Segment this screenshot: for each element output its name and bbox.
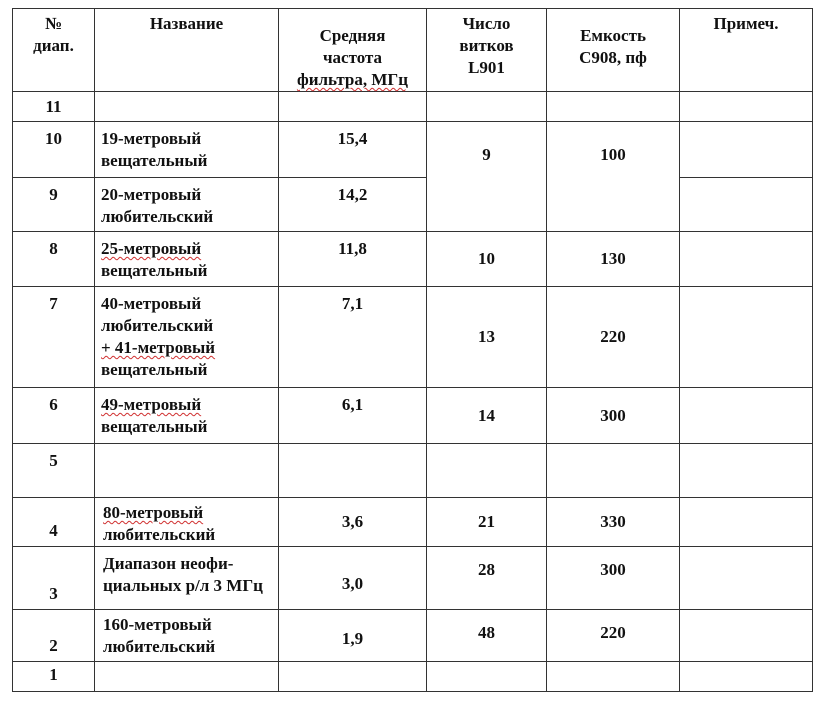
band-name-cell — [95, 388, 279, 444]
band-name-line: 80-метровый — [103, 503, 204, 522]
band-name-line: циальных р/л 3 МГц — [103, 576, 263, 595]
frequency-cell: 14,2 — [279, 178, 427, 232]
header-capacitance-line1: Емкость — [580, 26, 646, 45]
frequency-cell: 15,4 — [279, 122, 427, 178]
capacitance-cell — [547, 444, 680, 498]
band-name-line: 19-метровый — [101, 129, 202, 148]
note-cell — [680, 547, 813, 610]
band-name-cell — [95, 287, 279, 388]
frequency-cell: 1,9 — [279, 610, 427, 662]
header-note-label: Примеч. — [713, 14, 779, 33]
capacitance-cell: 330 — [547, 498, 680, 547]
band-name-line: любительский — [101, 207, 214, 226]
header-capacitance-line2: С908, пф — [579, 48, 647, 67]
note-cell — [680, 287, 813, 388]
capacitance-cell: 220 — [547, 287, 680, 388]
table-row — [13, 444, 813, 498]
table-row — [13, 388, 813, 444]
turns-cell: 10 — [427, 232, 547, 287]
band-name-line: + 41-метровый — [101, 338, 216, 357]
table-row — [13, 122, 813, 178]
header-frequency-line2: частота — [322, 48, 383, 67]
note-cell — [680, 610, 813, 662]
band-number-cell: 3 — [13, 547, 95, 610]
band-name-cell — [95, 122, 279, 178]
band-name-line: 20-метровый — [101, 185, 202, 204]
table-row — [13, 547, 813, 610]
note-cell — [680, 92, 813, 122]
band-name-line: любительский — [103, 525, 216, 544]
band-number-cell: 9 — [13, 178, 95, 232]
band-name-cell — [95, 444, 279, 498]
band-number-cell: 5 — [13, 444, 95, 498]
capacitance-cell: 130 — [547, 232, 680, 287]
header-band-number-line2: диап. — [33, 36, 74, 55]
band-name-cell — [95, 498, 279, 547]
note-cell — [680, 498, 813, 547]
capacitance-cell: 100 — [547, 122, 680, 232]
turns-cell: 9 — [427, 122, 547, 232]
turns-cell — [427, 92, 547, 122]
band-name-cell — [95, 178, 279, 232]
note-cell — [680, 122, 813, 178]
frequency-cell: 3,6 — [279, 498, 427, 547]
header-band-number — [13, 9, 95, 92]
table-row — [13, 610, 813, 662]
band-filter-table — [12, 8, 813, 692]
header-name-label: Название — [149, 14, 224, 33]
band-number-cell: 6 — [13, 388, 95, 444]
frequency-cell: 11,8 — [279, 232, 427, 287]
band-name-cell — [95, 92, 279, 122]
header-turns-line1: Число — [462, 14, 511, 33]
turns-cell: 14 — [427, 388, 547, 444]
turns-cell — [427, 444, 547, 498]
band-name-line: вещательный — [101, 261, 208, 280]
band-name-line: 40-метровый — [101, 294, 202, 313]
turns-cell: 21 — [427, 498, 547, 547]
frequency-cell: 3,0 — [279, 547, 427, 610]
header-frequency — [279, 9, 427, 92]
band-number-cell: 4 — [13, 498, 95, 547]
note-cell — [680, 662, 813, 692]
band-name-line: вещательный — [101, 360, 208, 379]
band-name-cell — [95, 232, 279, 287]
capacitance-cell: 220 — [547, 610, 680, 662]
band-number-cell: 10 — [13, 122, 95, 178]
header-turns — [427, 9, 547, 92]
header-turns-line3: L901 — [468, 58, 505, 77]
table-row — [13, 662, 813, 692]
header-capacitance — [547, 9, 680, 92]
frequency-cell: 7,1 — [279, 287, 427, 388]
band-name-cell — [95, 610, 279, 662]
band-name-line: любительский — [103, 637, 216, 656]
capacitance-cell — [547, 662, 680, 692]
table-row — [13, 232, 813, 287]
header-frequency-line1: Средняя — [319, 26, 386, 45]
band-name-line: 49-метровый — [101, 395, 202, 414]
band-name-line: вещательный — [101, 417, 208, 436]
turns-cell: 48 — [427, 610, 547, 662]
band-name-line: 160-метровый — [103, 615, 212, 634]
header-band-number-line1: № — [44, 14, 63, 33]
turns-cell: 28 — [427, 547, 547, 610]
header-row — [13, 9, 813, 92]
note-cell — [680, 444, 813, 498]
note-cell — [680, 178, 813, 232]
table-row — [13, 498, 813, 547]
band-name-line: 25-метровый — [101, 239, 202, 258]
frequency-cell: 6,1 — [279, 388, 427, 444]
note-cell — [680, 232, 813, 287]
frequency-cell — [279, 662, 427, 692]
band-name-cell — [95, 547, 279, 610]
capacitance-cell — [547, 92, 680, 122]
header-note — [680, 9, 813, 92]
band-name-line: любительский — [101, 316, 214, 335]
header-name — [95, 9, 279, 92]
table-row — [13, 178, 813, 232]
header-frequency-line3: фильтра, МГц — [296, 70, 409, 89]
capacitance-cell: 300 — [547, 388, 680, 444]
band-number-cell: 2 — [13, 610, 95, 662]
turns-cell: 13 — [427, 287, 547, 388]
table-row — [13, 92, 813, 122]
band-number-cell: 11 — [13, 92, 95, 122]
capacitance-cell: 300 — [547, 547, 680, 610]
band-name-line: Диапазон неофи- — [103, 554, 234, 573]
band-number-cell: 1 — [13, 662, 95, 692]
band-name-cell — [95, 662, 279, 692]
band-name-line: вещательный — [101, 151, 208, 170]
turns-cell — [427, 662, 547, 692]
band-number-cell: 7 — [13, 287, 95, 388]
note-cell — [680, 388, 813, 444]
table-row — [13, 287, 813, 388]
frequency-cell — [279, 92, 427, 122]
frequency-cell — [279, 444, 427, 498]
band-number-cell: 8 — [13, 232, 95, 287]
header-turns-line2: витков — [459, 36, 514, 55]
